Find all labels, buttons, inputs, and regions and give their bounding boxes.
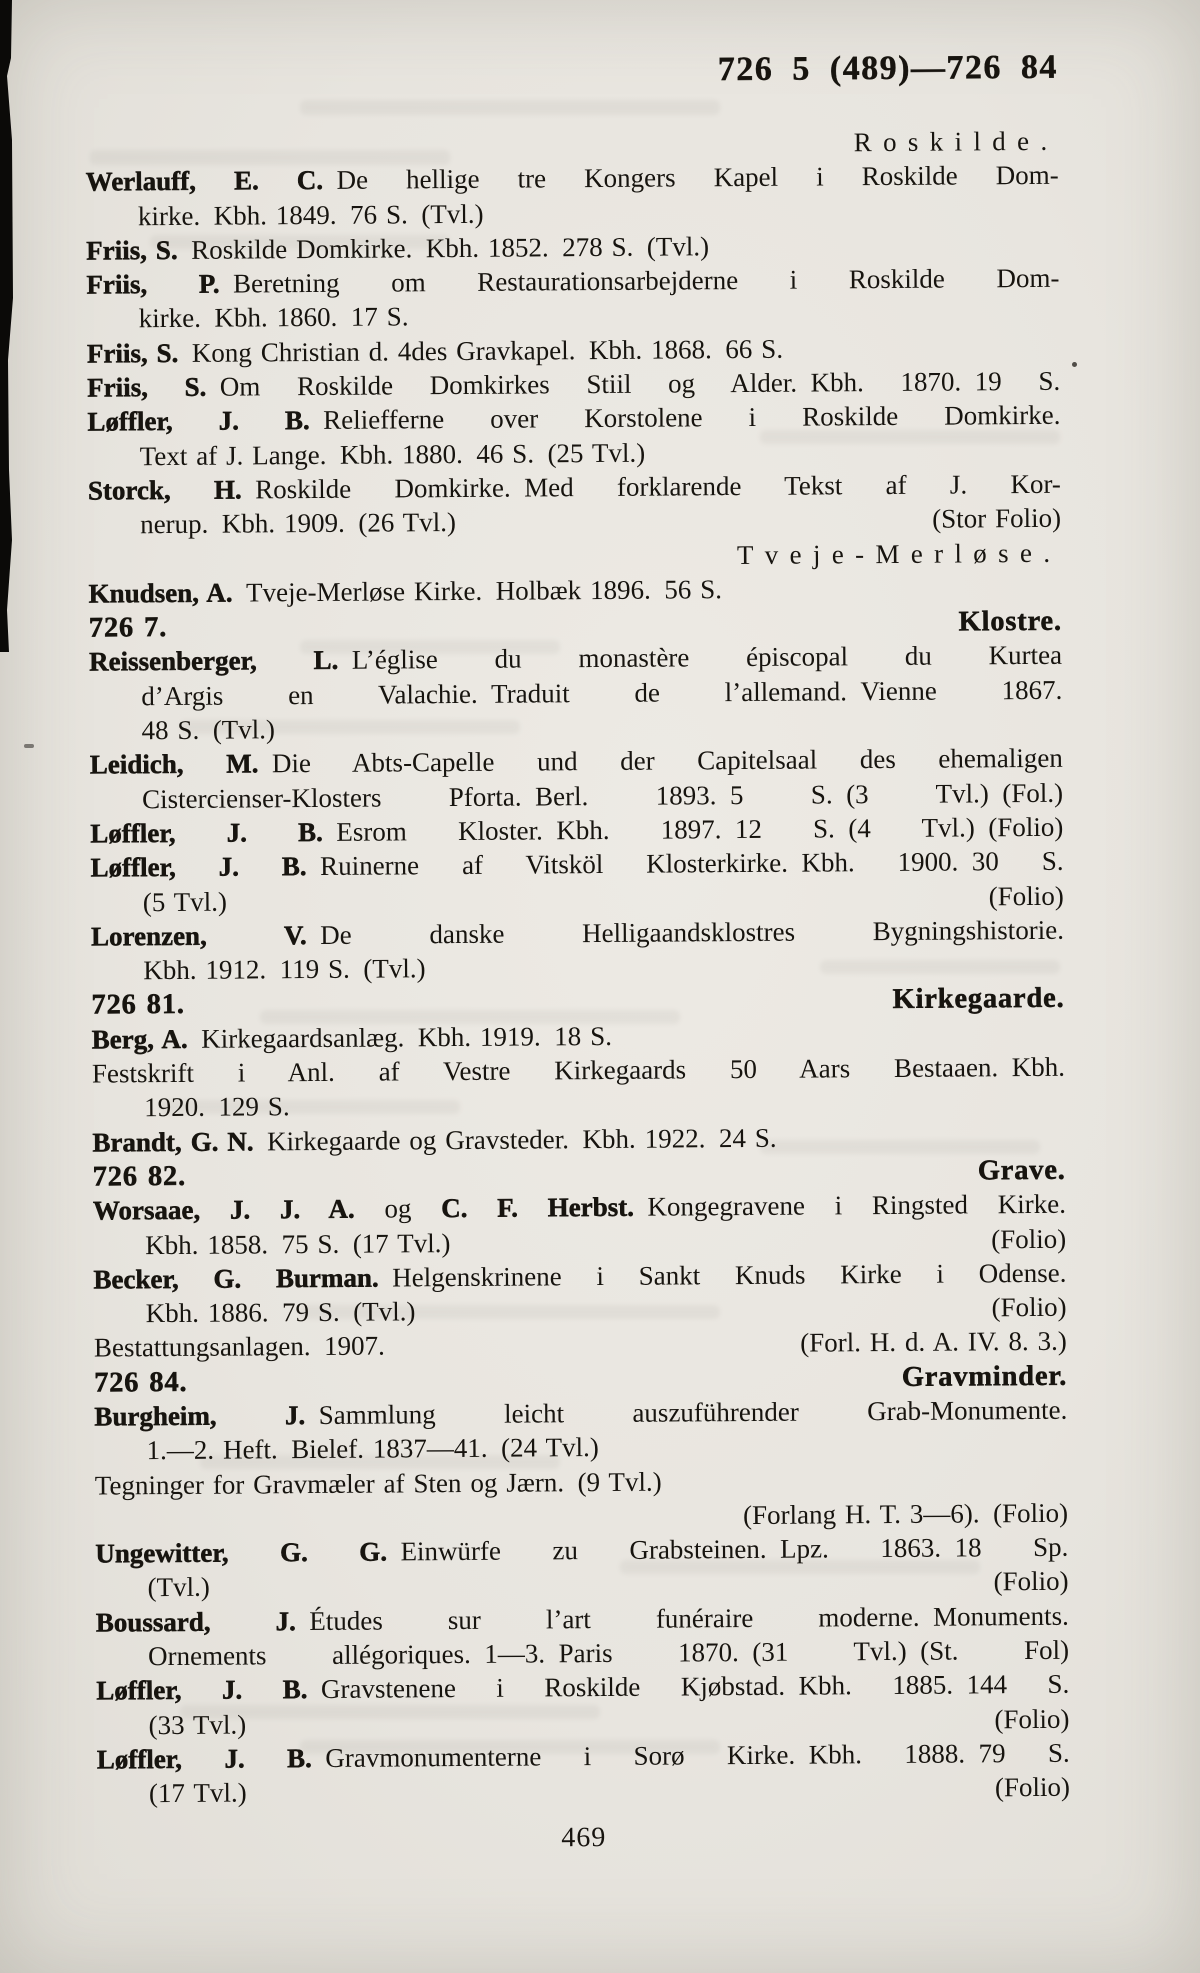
entry-text: Gravstenene i Roskilde Kjøbstad. Kbh. 1885. 144 S.: [307, 1669, 1070, 1705]
entry-text: Kbh. 1858. 75 S. (17 Tvl.): [145, 1227, 451, 1260]
entry-text: (Folio): [988, 880, 1064, 911]
line-left-part: [91, 987, 185, 1022]
entry-line: [93, 1187, 1066, 1228]
author-name: Klostre.: [958, 605, 1062, 638]
entry-line: [94, 1393, 1067, 1434]
line-right-part: [995, 1770, 1070, 1805]
author-name: Burgheim, J.: [94, 1400, 306, 1432]
author-name: Kirkegaarde.: [892, 983, 1065, 1016]
author-name: Friis, P.: [86, 268, 220, 300]
entry-text: Reliefferne over Korstolene i Roskilde Domkirke.: [309, 400, 1061, 436]
line-right-part: [994, 1701, 1069, 1736]
entry-text: nerup. Kbh. 1909. (26 Tvl.): [140, 507, 457, 540]
entry-text: Bestattungsanlagen. 1907.: [93, 1330, 385, 1363]
author-name: Friis, S.: [86, 337, 179, 369]
line-left-part: [145, 1226, 450, 1262]
entry-text: Ruinerne af Vitsköl Klosterkirke. Kbh. 1900. 30 S.: [306, 846, 1064, 882]
line-left-part: [94, 1329, 385, 1365]
place-heading-line: [88, 535, 1061, 576]
author-name: 726 82.: [92, 1160, 187, 1193]
author-name: Gravminder.: [901, 1360, 1068, 1393]
line-right-part: [993, 1564, 1068, 1599]
line-left-part: [94, 1365, 188, 1400]
entry-text: og: [354, 1193, 442, 1224]
entry-text: Kong Christian d. 4des Gravkapel. Kbh. 1868. 66 S.: [178, 333, 784, 368]
entry-line: [91, 913, 1064, 954]
entry-text: Gravmonumenterne i Sorø Kirke. Kbh. 1888. 79 S.: [311, 1737, 1070, 1773]
entry-text: d’Argis en Valachie. Traduit de l’allemand. Vienne 1867.: [141, 674, 1063, 711]
entry-line: [89, 673, 1062, 714]
entry-line: [96, 1667, 1069, 1708]
author-name: Werlauff, E. C.: [85, 165, 324, 197]
author-name: Løffler, J. B.: [87, 405, 310, 437]
entry-text: (17 Tvl.): [148, 1777, 247, 1809]
author-name: Løffler, J. B.: [90, 816, 323, 849]
entry-text: (Stor Folio): [932, 503, 1062, 534]
author-name: Løffler, J. B.: [96, 1742, 312, 1775]
author-name: Worsaae, J. J. A.: [92, 1193, 355, 1226]
author-name: Storck, H.: [87, 474, 242, 506]
author-name: Reissenberger, L.: [88, 645, 339, 678]
entry-text: Sammlung leicht auszuführender Grab-Monumente.: [305, 1394, 1068, 1431]
entry-text: Einwürfe zu Grabsteinen. Lpz. 1863. 18 Sp.: [386, 1531, 1069, 1567]
line-left-part: [146, 1294, 416, 1330]
entry-text: Helgenskrinene i Sankt Knuds Kirke i Odense.: [378, 1257, 1067, 1293]
entry-text: De hellige tre Kongers Kapel i Roskilde Dom-: [322, 160, 1059, 196]
entry-text: Études sur l’art funéraire moderne. Monuments.: [295, 1600, 1069, 1636]
bibliography-lines: [85, 124, 1070, 1811]
entry-text: (5 Tvl.): [142, 886, 228, 917]
author-name: Leidich, M.: [89, 748, 259, 780]
entry-text: Die Abts-Capelle und der Capitelsaal des ehemaligen: [258, 743, 1063, 779]
entry-text: (Forlang H. T. 3—6). (Folio): [742, 1497, 1069, 1530]
line-right-part: [991, 1290, 1066, 1325]
page-header-number-range: 726 5 (489)—726 84: [717, 48, 1059, 89]
entry-text: Roskilde Domkirke. Kbh. 1852. 278 S. (Tvl.): [177, 231, 710, 265]
entry-text: Text af J. Lange. Kbh. 1880. 46 S. (25 Tvl.): [139, 437, 646, 471]
entry-text: kirke. Kbh. 1849. 76 S. (Tvl.): [137, 198, 484, 231]
author-name: Friis, S.: [87, 371, 207, 403]
entry-text: Festskrift i Anl. af Vestre Kirkegaards 50 Aars Bestaaen. Kbh.: [91, 1051, 1066, 1089]
line-right-part: [800, 1324, 1067, 1360]
entry-text: Beretning om Restaurationsarbejderne i Roskilde Dom-: [219, 262, 1060, 299]
entry-text: (Folio): [994, 1771, 1071, 1803]
entry-text: (Folio): [991, 1291, 1067, 1323]
author-name: 726 84.: [94, 1366, 188, 1399]
entry-text: Tveje-Merløse Kirke. Holbæk 1896. 56 S.: [232, 574, 723, 608]
author-name: Løffler, J. B.: [90, 851, 307, 883]
author-name: Berg, A.: [91, 1023, 188, 1055]
entry-text: Tegninger for Gravmæler af Sten og Jærn. (9 Tvl.): [94, 1466, 662, 1501]
line-right-part: [978, 1153, 1066, 1188]
entry-text: Kbh. 1886. 79 S. (Tvl.): [145, 1296, 416, 1329]
entry-text: 1920. 129 S.: [144, 1091, 290, 1123]
entry-text: (Forl. H. d. A. IV. 8. 3.): [800, 1326, 1067, 1359]
author-name: Brandt, G. N.: [92, 1126, 254, 1158]
entry-line: [86, 158, 1059, 199]
entry-text: Ornements allégoriques. 1—3. Paris 1870. (31 Tvl.) (St. Fol): [147, 1634, 1070, 1672]
line-left-part: [149, 1776, 247, 1811]
entry-line: [97, 1736, 1070, 1777]
author-name: Lorenzen, V.: [90, 919, 307, 952]
entry-text: 48 S. (Tvl.): [141, 714, 276, 746]
entry-text: Om Roskilde Domkirkes Stiil og Alder. Kbh. 1870. 19 S.: [206, 365, 1061, 402]
line-left-part: [148, 1707, 246, 1742]
entry-text: L’église du monastère épiscopal du Kurtea: [338, 640, 1063, 676]
line-right-part: [989, 878, 1064, 913]
author-name: 726 7.: [88, 612, 168, 644]
line-left-part: [143, 884, 227, 919]
line-right-part: [932, 501, 1061, 536]
entry-text: Kirkegaarde og Gravsteder. Kbh. 1922. 24 S.: [253, 1122, 777, 1157]
line-left-part: [140, 505, 456, 542]
line-left-part: [147, 1570, 209, 1605]
line-right-part: [991, 1221, 1066, 1256]
entry-line: [88, 467, 1061, 508]
entry-text: (Folio): [993, 1566, 1069, 1597]
line-right-part: [902, 1358, 1068, 1393]
entry-text: Kirkegaardsanlæg. Kbh. 1919. 18 S.: [187, 1020, 613, 1054]
author-name: Ungewitter, G. G.: [95, 1536, 388, 1569]
entry-text: Esrom Kloster. Kbh. 1897. 12 S. (4 Tvl.) (Folio): [322, 811, 1064, 847]
line-right-part: [958, 604, 1061, 639]
page-number: 469: [561, 1821, 607, 1854]
line-left-part: [93, 1159, 187, 1194]
entry-line: [97, 1770, 1070, 1811]
author-name: 726 81.: [91, 989, 185, 1021]
entry-text: 1.—2. Heft. Bielef. 1837—41. (24 Tvl.): [146, 1432, 599, 1466]
section-heading-line: [91, 981, 1064, 1022]
entry-text: Tveje-Merløse.: [736, 537, 1062, 570]
line-right-part: [892, 981, 1064, 1016]
author-name: Knudsen, A.: [88, 577, 233, 609]
author-name: Becker, G. Burman.: [93, 1262, 379, 1295]
entry-text: Roskilde.: [853, 125, 1059, 158]
entry-line: [93, 1256, 1066, 1297]
entry-text: Kongegravene i Ringsted Kirke.: [633, 1188, 1066, 1222]
entry-line: [92, 1050, 1065, 1091]
entry-text: De danske Helligaandsklostres Bygningshistorie.: [306, 914, 1065, 950]
author-name: Boussard, J.: [95, 1605, 296, 1638]
entry-text: kirke. Kbh. 1860. 17 S.: [138, 301, 409, 334]
author-name: Friis, S.: [86, 234, 178, 266]
entry-text: (Folio): [994, 1703, 1070, 1734]
entry-text: (Tvl.): [147, 1572, 210, 1603]
entry-text: Kbh. 1912. 119 S. (Tvl.): [143, 953, 426, 986]
entry-text: (Folio): [991, 1223, 1067, 1254]
author-name: C. F. Herbst.: [441, 1191, 635, 1224]
line-left-part: [89, 610, 167, 645]
entry-line: [87, 398, 1060, 439]
entry-text: (33 Tvl.): [148, 1709, 247, 1740]
author-name: Grave.: [977, 1154, 1066, 1187]
entry-text: Cistercienser-Klosters Pforta. Berl. 1893. 5 S. (3 Tvl.) (Fol.): [141, 777, 1064, 814]
entry-line: [90, 844, 1063, 885]
entry-text: Roskilde Domkirke. Med forklarende Tekst af J. Kor-: [241, 468, 1061, 505]
author-name: Løffler, J. B.: [96, 1674, 308, 1706]
